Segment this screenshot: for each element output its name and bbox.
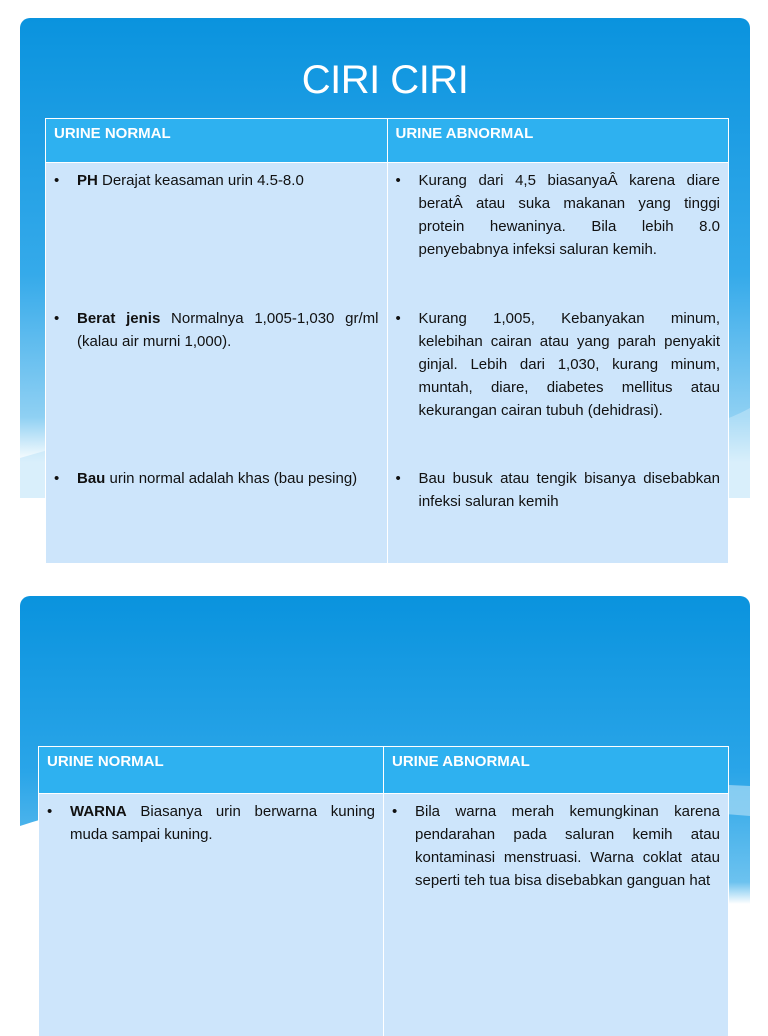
slide-1 xyxy=(20,18,750,588)
list-item-berat-jenis xyxy=(54,307,379,353)
slide-title: CIRI CIRI xyxy=(20,58,750,103)
term: PH xyxy=(77,172,98,189)
list-item-ph xyxy=(54,169,379,192)
term: Bau xyxy=(77,470,105,487)
urine-comparison-table xyxy=(45,118,729,564)
term: Berat jenis xyxy=(77,310,160,327)
header-urine-abnormal: URINE ABNORMAL xyxy=(387,119,729,163)
normal-column xyxy=(46,163,388,564)
description: Biasanya urin berwarna kuning muda sampai kuning. xyxy=(70,803,375,843)
slide-2 xyxy=(20,596,750,1036)
normal-column xyxy=(39,794,384,1036)
header-urine-normal: URINE NORMAL xyxy=(39,747,384,794)
header-urine-abnormal: URINE ABNORMAL xyxy=(384,747,729,794)
list-item-bau-abnormal: • Bau busuk atau tengik bisanya disebabkan infeksi saluran kemih xyxy=(396,467,721,513)
abnormal-column xyxy=(384,794,729,1036)
list-item-warna-abnormal: • Bila warna merah kemungkinan karena pendarahan pada saluran kemih atau kontaminasi menstruasi. Warna coklat atau seperti teh tua bisa disebabkan ganguan hat xyxy=(392,800,720,892)
list-item-ph-abnormal: • Kurang dari 4,5 biasanyaÂ karena diare beratÂ atau suka makanan yang tinggi protein hewaninya. Bila lebih 8.0 penyebabnya infeksi saluran kemih. xyxy=(396,169,721,261)
urine-comparison-table-2 xyxy=(38,746,729,1036)
list-item-warna xyxy=(47,800,375,846)
description: Normalnya 1,005-1,030 gr/ml (kalau air murni 1,000). xyxy=(77,310,379,350)
description: Derajat keasaman urin 4.5-8.0 xyxy=(98,172,304,189)
description: urin normal adalah khas (bau pesing) xyxy=(105,470,357,487)
list-item-bau xyxy=(54,467,379,490)
header-urine-normal: URINE NORMAL xyxy=(46,119,388,163)
abnormal-column xyxy=(387,163,729,564)
term: WARNA xyxy=(70,803,127,820)
list-item-berat-jenis-abnormal: • Kurang 1,005, Kebanyakan minum, kelebihan cairan atau yang parah penyakit ginjal. Lebih dari 1,030, kurang minum, muntah, diare, diabetes mellitus atau kekurangan cairan tubuh (dehidrasi). xyxy=(396,307,721,422)
